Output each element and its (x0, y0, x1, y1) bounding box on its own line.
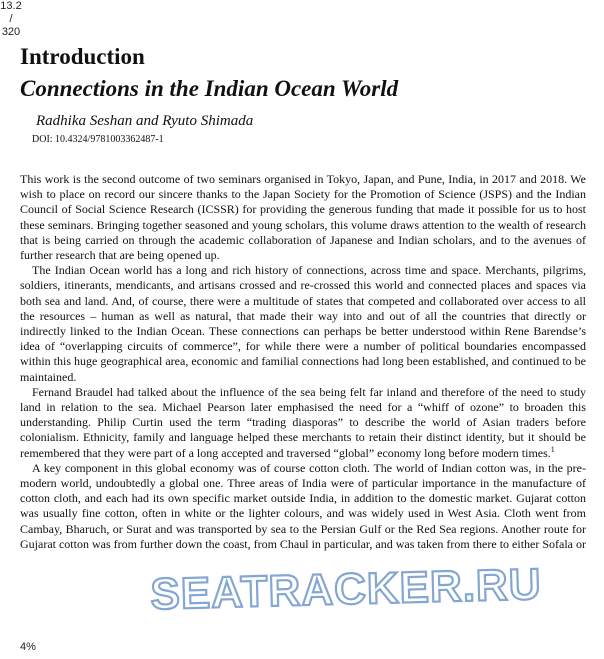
body-paragraph-3 (20, 385, 586, 461)
watermark-logo (95, 553, 596, 626)
chapter-body (20, 172, 586, 552)
chapter-subtitle: Connections in the Indian Ocean World (20, 76, 399, 101)
body-paragraph-4: A key component in this global economy was of course cotton cloth. The world of Indian cotton was, in the pre-modern world, undoubtedly a global one. Three areas of India were of particular importance in the manufacture of cotton cloth, and each had its own specific market outside India, in addition to the domestic market. Gujarat cotton was usually fine cotton, often in white or the lighter colours, and was widely used in West Asia. Cloth went from Cambay, Bharuch, or Surat and was transported by sea to the Persian Gulf or the Red Sea regions. Another route for Gujarat cotton was from further down the coast, from Chaul in particular, and was taken from there to either Sofala or (20, 460, 586, 551)
watermark-text: SEATRACKER.RU (149, 559, 543, 620)
body-paragraph-3-text: Fernand Braudel had talked about the influence of the sea being felt far inland and therefore of the need to study land in relation to the sea. Michael Pearson later emphasised the need for a “whiff of ozone” to broaden this understanding. Philip Curtin used the term “trading diasporas” to describe the world of Asian traders before colonialism. Ethnicity, family and language helped these merchants to retain their distinct identity, but it should be remembered that they were part of a long accepted and traversed “global” economy long before modern times. (20, 384, 586, 460)
body-paragraph-2: The Indian Ocean world has a long and rich history of connections, across time and space. Merchants, pilgrims, soldiers, itinerants, mendicants, and artisans crossed and re-crossed this world and connected places and spaces via both sea and land. And, of course, there were a multitude of states that competed and collaborated over access to all the resources – human as well as natural, that made their way into and out of all the countries that directly or indirectly linked to the Indian Ocean. These connections can perhaps be better understood within Rene Barendse’s idea of “overlapping circuits of commerce”, for while there were a number of political boundaries encompassed within this huge geographical area, economic and familial connections had long been established, and continued to be maintained. (20, 263, 586, 384)
reading-progress: 4% (20, 641, 36, 653)
page-counter (0, 0, 22, 39)
body-paragraph-1: This work is the second outcome of two seminars organised in Tokyo, Japan, and Pune, India, in 2017 and 2018. We wish to place on record our sincere thanks to the Japan Society for the Promotion of Science (JSPS) and the Indian Council of Social Science Research (ICSSR) for providing the generous funding that made it possible for us to host these seminars. Bringing together seasoned and young scholars, this volume draws attention to the wealth of research that is being carried on through the academic collaboration of Japanese and Indian scholars, and to the avenues of further research that are being opened up. (20, 172, 586, 263)
chapter-title: Introduction (20, 44, 145, 69)
page-total: 320 (1, 26, 21, 38)
page-current: 13.2 (0, 0, 22, 12)
chapter-authors: Radhika Seshan and Ryuto Shimada (36, 113, 254, 129)
doi-line: DOI: 10.4324/9781003362487-1 (32, 134, 164, 145)
page-separator: / (9, 13, 13, 25)
footnote-ref-1[interactable]: 1 (550, 444, 555, 454)
